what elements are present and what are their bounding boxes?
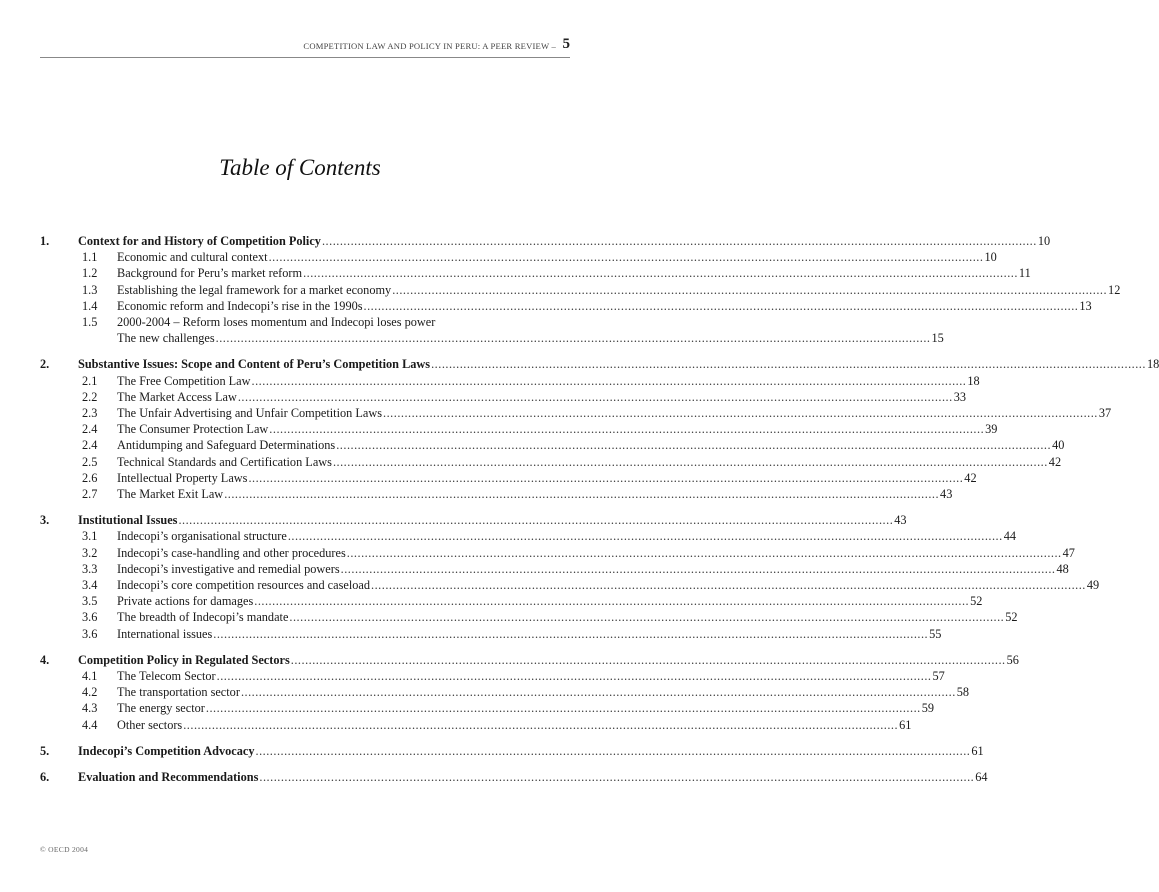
toc-dot-leader: ........................................................................................................................................................................................................ bbox=[431, 357, 1146, 372]
toc-entry-number: 2.1 bbox=[82, 373, 98, 388]
toc-page-number: 44 bbox=[1003, 529, 1016, 544]
toc-section-row bbox=[40, 265, 1031, 281]
toc-page-number: 18 bbox=[967, 373, 980, 388]
toc-chapter-row bbox=[40, 769, 988, 785]
toc-dot-leader: ........................................................................................................................................................................................................ bbox=[248, 470, 964, 485]
toc-entry-title: International issues bbox=[117, 626, 213, 641]
toc-entry bbox=[117, 389, 966, 405]
toc-entry bbox=[78, 652, 1019, 668]
toc-entry bbox=[78, 769, 988, 785]
toc-dot-leader: ........................................................................................................................................................................................................ bbox=[303, 266, 1018, 281]
toc-dot-leader: ........................................................................................................................................................................................................ bbox=[371, 578, 1086, 592]
toc-entry bbox=[117, 577, 1100, 593]
toc-dot-leader: ........................................................................................................................................................................................................ bbox=[321, 234, 1037, 248]
toc-entry-number: 6. bbox=[40, 770, 50, 784]
toc-dot-leader: ........................................................................................................................................................................................................ bbox=[178, 513, 894, 528]
toc-entry-number: 2.4 bbox=[82, 438, 98, 453]
toc-section-row bbox=[40, 528, 1016, 544]
toc-page-number: 52 bbox=[970, 594, 983, 609]
toc-entry-title: Economic and cultural context bbox=[117, 250, 268, 265]
toc-section-row bbox=[40, 626, 942, 642]
toc-entry bbox=[117, 545, 1075, 561]
toc-entry-number: 1.3 bbox=[82, 282, 98, 297]
toc-dot-leader: ........................................................................................................................................................................................................ bbox=[268, 250, 984, 265]
toc-entry-title: Indecopi’s Competition Advocacy bbox=[78, 743, 255, 758]
toc-entry-title: Other sectors bbox=[117, 717, 183, 732]
toc-section-row bbox=[40, 454, 1062, 470]
toc-entry-number: 3.2 bbox=[82, 545, 98, 560]
copyright-footer: © OECD 2004 bbox=[40, 845, 89, 854]
toc-section-row bbox=[40, 298, 1092, 314]
toc-entry-number: 2.7 bbox=[82, 487, 98, 501]
toc-entry-title: Background for Peru’s market reform bbox=[117, 266, 303, 281]
toc-entry-title: The energy sector bbox=[117, 701, 205, 716]
toc-page-number: 10 bbox=[984, 250, 997, 265]
toc-entry bbox=[78, 233, 1051, 249]
toc-section-row bbox=[40, 314, 540, 330]
toc-dot-leader: ........................................................................................................................................................................................................ bbox=[332, 454, 1048, 469]
toc-page-number: 39 bbox=[985, 422, 998, 437]
toc-section-row bbox=[40, 684, 970, 700]
toc-entry-number: 2.2 bbox=[82, 389, 98, 404]
toc-entry-number: 1.1 bbox=[82, 250, 98, 265]
toc-section-row bbox=[40, 609, 1018, 625]
toc-section-row bbox=[40, 668, 945, 684]
toc-entry-number: 3.1 bbox=[82, 529, 98, 544]
toc-entry bbox=[117, 454, 1062, 470]
toc-entry-title: The Free Competition Law bbox=[117, 373, 251, 388]
toc-entry-number: 3.5 bbox=[82, 594, 98, 609]
toc-page-number: 13 bbox=[1079, 298, 1092, 313]
toc-entry-title: Evaluation and Recommendations bbox=[78, 770, 259, 784]
toc-entry-number: 4.1 bbox=[82, 669, 98, 683]
toc-dot-leader: ........................................................................................................................................................................................................ bbox=[289, 610, 1005, 625]
toc-section-row bbox=[40, 577, 1100, 593]
toc-entry-title: Indecopi’s organisational structure bbox=[117, 529, 287, 544]
toc-entry bbox=[117, 405, 1112, 421]
toc-dot-leader: ........................................................................................................................................................................................................ bbox=[255, 743, 971, 758]
toc-dot-leader: ........................................................................................................................................................................................................ bbox=[340, 561, 1056, 576]
toc-dot-leader: ........................................................................................................................................................................................................ bbox=[224, 487, 940, 501]
toc-dot-leader: ........................................................................................................................................................................................................ bbox=[336, 438, 1052, 453]
toc-entry-number: 2. bbox=[40, 357, 50, 372]
toc-entry-title: Context for and History of Competition Policy bbox=[78, 234, 321, 248]
toc-page-number: 56 bbox=[1006, 652, 1019, 667]
toc-dot-leader: ........................................................................................................................................................................................................ bbox=[259, 770, 975, 784]
toc-entry bbox=[78, 512, 907, 528]
toc-chapter-row bbox=[40, 652, 1019, 668]
toc-entry-number: 4.3 bbox=[82, 701, 98, 716]
toc-entry-number: 1. bbox=[40, 234, 50, 248]
toc-page-number: 55 bbox=[929, 626, 942, 641]
toc-dot-leader: ........................................................................................................................................................................................................ bbox=[287, 529, 1003, 544]
toc-page-number: 61 bbox=[899, 717, 912, 732]
toc-entry bbox=[117, 421, 998, 437]
running-title: COMPETITION LAW AND POLICY IN PERU: A PEER REVIEW – bbox=[303, 41, 556, 51]
toc-chapter-row bbox=[40, 233, 1051, 249]
toc-section-row bbox=[40, 561, 1069, 577]
toc-entry-title: The Unfair Advertising and Unfair Competition Laws bbox=[117, 406, 383, 420]
toc-page-number: 12 bbox=[1108, 282, 1121, 297]
toc-entry-title: Indecopi’s case-handling and other procedures bbox=[117, 545, 346, 560]
toc-entry-number: 1.2 bbox=[82, 266, 98, 281]
toc-page-number: 59 bbox=[921, 701, 935, 716]
toc-dot-leader: ........................................................................................................................................................................................................ bbox=[183, 717, 899, 732]
toc-entry-title: The transportation sector bbox=[117, 685, 240, 700]
toc-entry-title: The breadth of Indecopi’s mandate bbox=[117, 610, 289, 625]
toc-page-number: 47 bbox=[1062, 545, 1075, 560]
toc-page-number: 58 bbox=[956, 685, 970, 700]
toc-page-number: 43 bbox=[940, 487, 953, 501]
toc-entry-title: Antidumping and Safeguard Determinations bbox=[117, 438, 336, 453]
toc-entry-number: 2.3 bbox=[82, 406, 98, 420]
toc-page-number: 57 bbox=[932, 669, 945, 683]
toc-entry bbox=[117, 298, 1092, 314]
toc-section-row bbox=[40, 700, 935, 716]
toc-entry bbox=[117, 470, 977, 486]
toc-entry-title: Indecopi’s core competition resources and caseload bbox=[117, 578, 371, 592]
toc-entry-title: Establishing the legal framework for a market economy bbox=[117, 282, 392, 297]
toc-dot-leader: ........................................................................................................................................................................................................ bbox=[216, 669, 932, 683]
toc-entry-number: 4.4 bbox=[82, 717, 98, 732]
toc-entry-title: Institutional Issues bbox=[78, 513, 178, 528]
toc-section-row bbox=[40, 545, 1075, 561]
toc-entry bbox=[117, 437, 1065, 453]
toc-page-number: 49 bbox=[1086, 578, 1100, 592]
toc-section-row bbox=[40, 486, 953, 502]
toc-dot-leader: ........................................................................................................................................................................................................ bbox=[213, 626, 929, 641]
toc-page-number: 52 bbox=[1005, 610, 1018, 625]
toc-entry-title: 2000-2004 – Reform loses momentum and Indecopi loses power bbox=[117, 315, 436, 329]
toc-dot-leader: ........................................................................................................................................................................................................ bbox=[251, 373, 967, 388]
toc-page-number: 37 bbox=[1098, 406, 1112, 420]
toc-entry bbox=[117, 593, 983, 609]
toc-entry bbox=[117, 717, 912, 733]
toc-page-number: 64 bbox=[975, 770, 988, 784]
page-number: 5 bbox=[562, 36, 570, 52]
toc-section-row bbox=[40, 282, 1121, 298]
toc-page-number: 48 bbox=[1056, 561, 1069, 576]
toc-dot-leader: ........................................................................................................................................................................................................ bbox=[346, 545, 1062, 560]
toc-page-number: 40 bbox=[1052, 438, 1065, 453]
toc-dot-leader: ........................................................................................................................................................................................................ bbox=[383, 406, 1098, 420]
toc-entry-title: Intellectual Property Laws bbox=[117, 470, 248, 485]
toc-entry-number: 3.6 bbox=[82, 626, 98, 641]
toc-entry bbox=[117, 249, 997, 265]
toc-entry-title: The Telecom Sector bbox=[117, 669, 216, 683]
toc-dot-leader: ........................................................................................................................................................................................................ bbox=[290, 652, 1006, 667]
toc-entry-number: 2.6 bbox=[82, 470, 98, 485]
toc-entry-number: 3.6 bbox=[82, 610, 98, 625]
toc-chapter-row bbox=[40, 356, 1159, 372]
toc-entry-number: 2.5 bbox=[82, 454, 98, 469]
toc-entry-number: 1.5 bbox=[82, 315, 98, 329]
toc-entry bbox=[117, 282, 1121, 298]
toc-section-row bbox=[40, 437, 1065, 453]
toc-dot-leader: ........................................................................................................................................................................................................ bbox=[269, 422, 985, 437]
toc-entry-number: 2.4 bbox=[82, 422, 98, 437]
toc-section-row bbox=[40, 470, 977, 486]
toc-entry bbox=[117, 314, 435, 330]
toc-entry-title: The Market Access Law bbox=[117, 389, 237, 404]
toc-dot-leader: ........................................................................................................................................................................................................ bbox=[237, 389, 953, 404]
toc-entry-number: 5. bbox=[40, 743, 50, 758]
toc-entry-title: Competition Policy in Regulated Sectors bbox=[78, 652, 290, 667]
toc-dot-leader: ........................................................................................................................................................................................................ bbox=[392, 282, 1108, 297]
toc-entry bbox=[117, 684, 970, 700]
toc-entry-title: Indecopi’s investigative and remedial powers bbox=[117, 561, 340, 576]
toc-entry bbox=[117, 528, 1016, 544]
toc-entry-title: The new challenges bbox=[117, 331, 215, 346]
toc-entry-number: 3. bbox=[40, 513, 50, 528]
toc-entry-title: Substantive Issues: Scope and Content of Peru’s Competition Laws bbox=[78, 357, 431, 372]
toc-entry bbox=[117, 626, 942, 642]
toc-dot-leader: ........................................................................................................................................................................................................ bbox=[205, 701, 921, 716]
toc-page-number: 18 bbox=[1146, 357, 1159, 372]
toc-section-row bbox=[40, 593, 983, 609]
toc-page-number: 33 bbox=[953, 389, 966, 404]
toc-entry-number: 4.2 bbox=[82, 685, 98, 700]
toc-entry bbox=[78, 356, 1159, 372]
toc-entry-title: The Consumer Protection Law bbox=[117, 422, 269, 437]
toc-page-number: 43 bbox=[894, 513, 907, 528]
toc-entry bbox=[117, 609, 1018, 625]
toc-section-row bbox=[40, 405, 1112, 421]
toc-entry bbox=[117, 700, 935, 716]
toc-chapter-row bbox=[40, 512, 907, 528]
toc-section-row bbox=[40, 421, 998, 437]
toc-page-number: 42 bbox=[964, 470, 977, 485]
toc-entry bbox=[117, 668, 945, 684]
toc-page-number: 42 bbox=[1048, 454, 1062, 469]
toc-entry bbox=[117, 486, 953, 502]
toc-chapter-row bbox=[40, 743, 984, 759]
page-title: Table of Contents bbox=[219, 155, 381, 180]
toc-section-row bbox=[40, 389, 966, 405]
toc-page-number: 10 bbox=[1037, 234, 1051, 248]
toc-dot-leader: ........................................................................................................................................................................................................ bbox=[240, 685, 956, 700]
toc-entry bbox=[78, 743, 984, 759]
toc-entry bbox=[117, 330, 944, 346]
toc-entry-title: The Market Exit Law bbox=[117, 487, 224, 501]
header-rule bbox=[40, 57, 570, 58]
toc-entry-number: 4. bbox=[40, 652, 50, 667]
toc-section-row bbox=[40, 717, 912, 733]
toc-entry-title: Private actions for damages bbox=[117, 594, 254, 609]
toc-dot-leader: ........................................................................................................................................................................................................ bbox=[254, 594, 970, 609]
toc-page-number: 15 bbox=[931, 331, 944, 346]
toc-entry bbox=[117, 561, 1069, 577]
toc-entry bbox=[117, 373, 980, 389]
toc-page-number: 11 bbox=[1018, 266, 1031, 281]
toc-entry-title: Technical Standards and Certification Laws bbox=[117, 454, 332, 469]
toc-dot-leader: ........................................................................................................................................................................................................ bbox=[215, 331, 931, 346]
toc-section-row bbox=[40, 373, 980, 389]
toc-entry bbox=[117, 265, 1031, 281]
toc-section-row bbox=[40, 330, 944, 346]
toc-dot-leader: ........................................................................................................................................................................................................ bbox=[363, 298, 1079, 313]
toc-entry-number: 3.3 bbox=[82, 561, 98, 576]
toc-page-number: 61 bbox=[971, 743, 984, 758]
toc-entry-title: Economic reform and Indecopi’s rise in the 1990s bbox=[117, 298, 363, 313]
toc-section-row bbox=[40, 249, 997, 265]
toc-entry-number: 1.4 bbox=[82, 298, 98, 313]
toc-entry-number: 3.4 bbox=[82, 578, 98, 592]
